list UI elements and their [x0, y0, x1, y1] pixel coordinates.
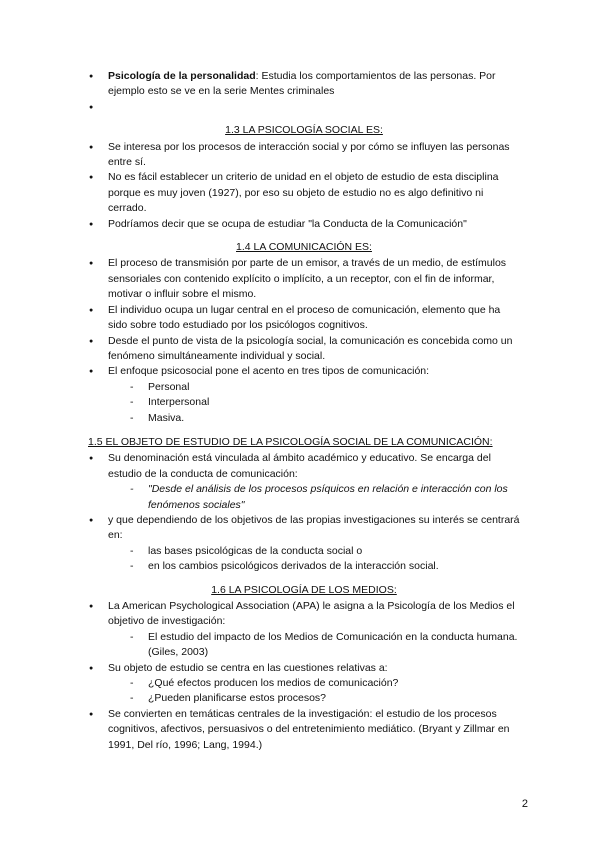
sublist-item: - Personal: [128, 380, 520, 395]
sublist-item: - ¿Pueden planificarse estos procesos?: [128, 691, 520, 706]
item-text: y que dependiendo de los objetivos de las propias investigaciones su interés se centrará en:: [108, 513, 520, 542]
page-content: [88, 69, 520, 753]
list-item: [88, 69, 520, 100]
list-item: [88, 661, 520, 707]
section-heading-1-4: 1.4 LA COMUNICACIÓN ES:: [236, 241, 372, 254]
list-item: [88, 599, 520, 661]
item-text: Su objeto de estudio se centra en las cuestiones relativas a:: [108, 661, 388, 674]
list-item: ● Podríamos decir que se ocupa de estudiar "la Conducta de la Comunicación": [88, 217, 520, 232]
item-text: : Estudia los comportamientos de las personas. Por ejemplo esto se ve en la serie Mentes criminales: [108, 70, 496, 98]
intro-list: [88, 69, 520, 115]
list-item: [88, 451, 520, 513]
list-item: ● No es fácil establecer un criterio de unidad en el objeto de estudio de esta disciplina porque es muy joven (1927), por eso su objeto de estudio no es algo definitivo ni cerrado.: [88, 170, 520, 216]
section-heading-1-5: 1.5 EL OBJETO DE ESTUDIO DE LA PSICOLOGÍA SOCIAL DE LA COMUNICACIÓN:: [88, 435, 493, 448]
sublist-item: - ¿Qué efectos producen los medios de comunicación?: [128, 676, 520, 691]
section-1-3-list: [88, 140, 520, 232]
item-text: El enfoque psicosocial pone el acento en tres tipos de comunicación:: [108, 365, 430, 378]
section-heading-1-3: 1.3 LA PSICOLOGÍA SOCIAL ES:: [225, 124, 383, 137]
section-1-6-list: [88, 599, 520, 753]
quote-item: - "Desde el análisis de los procesos psíquicos en relación e interacción con los fenómenos sociales": [128, 482, 520, 513]
sublist: [108, 676, 520, 707]
sublist-item: - las bases psicológicas de la conducta social o: [128, 544, 520, 559]
list-item: ● El proceso de transmisión por parte de un emisor, a través de un medio, de estímulos sensoriales con contenido explícito o implícito, a un receptor, con el fin de informar, motivar o influir sobre el mismo.: [88, 256, 520, 302]
sublist-item: - El estudio del impacto de los Medios de Comunicación en la conducta humana. (Giles, 2003): [128, 630, 520, 661]
sublist-item: - Masiva.: [128, 411, 520, 426]
sublist: [108, 482, 520, 513]
section-1-4-list: [88, 256, 520, 425]
item-text: La American Psychological Association (APA) le asigna a la Psicología de los Medios el objetivo de investigación:: [108, 600, 515, 628]
bold-term: Psicología de la personalidad: [108, 70, 256, 82]
list-item: ● El individuo ocupa un lugar central en el proceso de comunicación, elemento que ha sido sobre todo estudiado por los psicólogos cognitivos.: [88, 303, 520, 334]
page-number: 2: [521, 797, 528, 810]
section-1-5-list: [88, 451, 520, 574]
sublist: [108, 380, 520, 426]
list-item: ● Desde el punto de vista de la psicología social, la comunicación es concebida como un fenómeno simultáneamente individual y social.: [88, 334, 520, 365]
list-item: [88, 513, 520, 575]
sublist: [108, 544, 520, 575]
list-item: [88, 364, 520, 426]
sublist-item: - en los cambios psicológicos derivados de la interacción social.: [128, 559, 520, 574]
sublist-item: - Interpersonal: [128, 395, 520, 410]
empty-list-item: [88, 100, 520, 115]
item-text: Su denominación está vinculada al ámbito académico y educativo. Se encarga del estudio de la conducta de comunicación:: [108, 452, 491, 480]
list-item: ● Se interesa por los procesos de interacción social y por cómo se influyen las personas entre sí.: [88, 140, 520, 171]
list-item: ● Se convierten en temáticas centrales de la investigación: el estudio de los procesos cognitivos, afectivos, persuasivos o del entretenimiento mediático. (Bryant y Zillmar en 1991, Del río, 1996; Lang, 1994.): [88, 707, 520, 753]
sublist: [108, 630, 520, 661]
section-heading-1-6: 1.6 LA PSICOLOGÍA DE LOS MEDIOS:: [211, 583, 397, 596]
